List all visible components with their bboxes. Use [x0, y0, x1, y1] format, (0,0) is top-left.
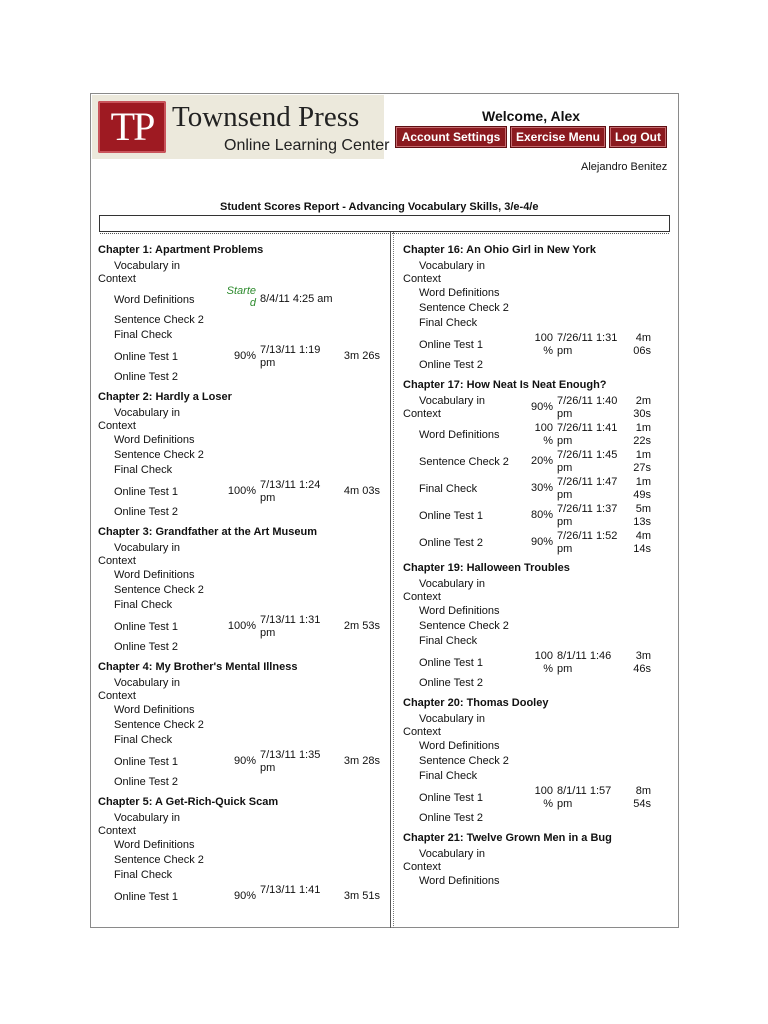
date-value: 7/26/11 1:31 pm: [557, 332, 618, 357]
score-row: [98, 749, 388, 776]
score-row: [403, 713, 673, 740]
date-value: 8/1/11 1:57 pm: [557, 785, 612, 810]
duration-value: 2m 53s: [343, 620, 380, 632]
exercise-label[interactable]: Vocabulary in Context: [403, 395, 486, 420]
exercise-label[interactable]: Vocabulary in Context: [98, 407, 181, 432]
exercise-label[interactable]: Sentence Check 2: [114, 854, 204, 866]
score-row: [403, 287, 673, 302]
status-started: Starte d: [226, 285, 256, 309]
tp-logo-letters: TP: [110, 104, 154, 149]
exercise-label[interactable]: Final Check: [114, 869, 173, 881]
date-value: 7/26/11 1:45 pm: [557, 449, 618, 474]
duration-value: 4m 06s: [633, 332, 651, 357]
exercise-label[interactable]: Word Definitions: [419, 740, 500, 752]
score-row: [403, 740, 673, 755]
exercise-label[interactable]: Final Check: [114, 464, 173, 476]
exercise-label[interactable]: Online Test 1: [419, 339, 484, 351]
exercise-label[interactable]: Online Test 1: [419, 792, 484, 804]
score-value: 100 %: [534, 650, 553, 675]
chapter-title: Chapter 16: An Ohio Girl in New York: [403, 244, 596, 256]
exercise-label[interactable]: Online Test 2: [114, 371, 179, 383]
exercise-label[interactable]: Vocabulary in Context: [98, 677, 181, 702]
score-row: [403, 770, 673, 785]
exercise-label[interactable]: Sentence Check 2: [419, 620, 509, 632]
date-value: 7/13/11 1:19 pm: [260, 344, 321, 369]
score-value: 90%: [530, 401, 553, 413]
exercise-label[interactable]: Vocabulary in Context: [403, 260, 486, 285]
column-divider: [390, 232, 394, 928]
exercise-label[interactable]: Word Definitions: [114, 704, 195, 716]
chapter-title: Chapter 2: Hardly a Loser: [98, 391, 232, 403]
tp-logo-mark: [98, 101, 166, 153]
score-row: [403, 620, 673, 635]
date-value: 8/4/11 4:25 am: [260, 293, 333, 305]
date-value: 7/13/11 1:35 pm: [260, 749, 321, 774]
score-row: [403, 785, 673, 812]
score-row: [98, 677, 388, 704]
chapter-title: Chapter 19: Halloween Troubles: [403, 562, 570, 574]
score-value: 90%: [233, 755, 256, 767]
score-value: 100 %: [534, 785, 553, 810]
score-row: [98, 542, 388, 569]
score-row: [98, 314, 388, 329]
score-row: [403, 317, 673, 332]
duration-value: 1m 27s: [633, 449, 651, 474]
duration-value: 5m 13s: [633, 503, 651, 528]
score-row: [98, 869, 388, 884]
exercise-label[interactable]: Vocabulary in Context: [403, 578, 486, 603]
chapter-title: Chapter 21: Twelve Grown Men in a Bug: [403, 832, 612, 844]
exercise-label[interactable]: Vocabulary in Context: [98, 812, 181, 837]
exercise-label[interactable]: Final Check: [419, 317, 478, 329]
exercise-label[interactable]: Online Test 2: [419, 677, 484, 689]
exercise-label[interactable]: Word Definitions: [114, 839, 195, 851]
exercise-label[interactable]: Online Test 1: [114, 486, 179, 498]
score-value: 100%: [227, 485, 256, 497]
date-value: 7/13/11 1:41: [260, 884, 321, 896]
exercise-label[interactable]: Word Definitions: [419, 287, 500, 299]
score-row: [98, 479, 388, 506]
exercise-label[interactable]: Sentence Check 2: [419, 302, 509, 314]
score-row: [98, 599, 388, 614]
score-row: [98, 569, 388, 584]
report-title: Student Scores Report - Advancing Vocabulary Skills, 3/e-4/e: [220, 201, 539, 213]
score-value: 80%: [530, 509, 553, 521]
score-row: [403, 476, 673, 503]
exercise-label[interactable]: Sentence Check 2: [419, 755, 509, 767]
score-row: [403, 848, 673, 875]
exercise-label[interactable]: Vocabulary in Context: [403, 848, 486, 873]
score-row: [98, 407, 388, 434]
brand-subtitle: Online Learning Center: [224, 137, 390, 154]
exercise-label[interactable]: Word Definitions: [114, 294, 195, 306]
score-value: 30%: [530, 482, 553, 494]
date-value: 7/13/11 1:24 pm: [260, 479, 321, 504]
score-row: [403, 302, 673, 317]
exercise-label[interactable]: Word Definitions: [419, 429, 500, 441]
chapter-title: Chapter 3: Grandfather at the Art Museum: [98, 526, 318, 538]
score-row: [403, 875, 673, 890]
score-row: [403, 578, 673, 605]
left-score-column: [98, 232, 388, 928]
score-row: [98, 434, 388, 449]
exercise-label[interactable]: Online Test 2: [114, 641, 179, 653]
score-row: [403, 503, 673, 530]
duration-value: 4m 14s: [633, 530, 651, 555]
score-row: [98, 704, 388, 719]
exercise-menu-button[interactable]: Exercise Menu: [510, 126, 606, 148]
score-row: [98, 371, 388, 386]
exercise-label[interactable]: Word Definitions: [114, 569, 195, 581]
exercise-label[interactable]: Final Check: [419, 635, 478, 647]
exercise-label[interactable]: Online Test 1: [419, 510, 484, 522]
score-row: [98, 641, 388, 656]
score-row: [403, 755, 673, 770]
score-row: [98, 776, 388, 791]
exercise-label[interactable]: Online Test 1: [419, 657, 484, 669]
exercise-label[interactable]: Online Test 2: [419, 812, 484, 824]
date-value: 8/1/11 1:46 pm: [557, 650, 612, 675]
date-value: 7/26/11 1:37 pm: [557, 503, 618, 528]
score-row: [98, 506, 388, 521]
exercise-label[interactable]: Online Test 2: [114, 776, 179, 788]
exercise-label[interactable]: Online Test 2: [419, 359, 484, 371]
date-value: 7/26/11 1:52 pm: [557, 530, 618, 555]
user-full-name: Alejandro Benitez: [581, 161, 668, 173]
date-value: 7/13/11 1:31 pm: [260, 614, 321, 639]
score-value: 100 %: [534, 332, 553, 357]
score-row: [98, 464, 388, 479]
score-row: [98, 614, 388, 641]
score-row: [98, 812, 388, 839]
chapter-title: Chapter 1: Apartment Problems: [98, 244, 264, 256]
log-out-button[interactable]: Log Out: [609, 126, 667, 148]
score-row: [98, 329, 388, 344]
score-row: [98, 734, 388, 749]
score-value: 90%: [233, 890, 256, 902]
score-row: [403, 422, 673, 449]
chapter-title: Chapter 17: How Neat Is Neat Enough?: [403, 379, 607, 391]
exercise-label[interactable]: Online Test 2: [114, 506, 179, 518]
chapter-title: Chapter 5: A Get-Rich-Quick Scam: [98, 796, 279, 808]
duration-value: 4m 03s: [343, 485, 380, 497]
score-row: [98, 287, 388, 314]
duration-value: 3m 46s: [633, 650, 651, 675]
account-settings-button[interactable]: Account Settings: [395, 126, 507, 148]
score-value: 100 %: [534, 422, 553, 447]
date-value: 7/26/11 1:40 pm: [557, 395, 618, 420]
score-row: [98, 854, 388, 869]
score-row: [403, 635, 673, 650]
exercise-label[interactable]: Online Test 1: [114, 891, 179, 903]
exercise-label[interactable]: Online Test 1: [114, 621, 179, 633]
score-row: [403, 260, 673, 287]
exercise-label[interactable]: Sentence Check 2: [114, 449, 204, 461]
exercise-label[interactable]: Online Test 1: [114, 756, 179, 768]
score-row: [403, 359, 673, 374]
exercise-label[interactable]: Sentence Check 2: [419, 456, 509, 468]
score-row: [98, 344, 388, 371]
score-row: [403, 332, 673, 359]
duration-value: 3m 28s: [343, 755, 380, 767]
exercise-label[interactable]: Vocabulary in Context: [98, 542, 181, 567]
townsend-press-logo[interactable]: [92, 95, 390, 159]
exercise-label[interactable]: Final Check: [114, 329, 173, 341]
exercise-label[interactable]: Sentence Check 2: [114, 719, 204, 731]
exercise-label[interactable]: Vocabulary in Context: [403, 713, 486, 738]
score-value: 100%: [227, 620, 256, 632]
exercise-label[interactable]: Final Check: [419, 770, 478, 782]
chapter-title: Chapter 4: My Brother's Mental Illness: [98, 661, 298, 673]
right-score-column: [403, 232, 673, 928]
date-value: 7/26/11 1:47 pm: [557, 476, 618, 501]
score-row: [403, 605, 673, 620]
score-row: [98, 449, 388, 464]
exercise-label[interactable]: Online Test 2: [419, 537, 484, 549]
exercise-label[interactable]: Final Check: [419, 483, 478, 495]
duration-value: 3m 51s: [343, 890, 380, 902]
chapter-title: Chapter 20: Thomas Dooley: [403, 697, 549, 709]
score-row: [98, 584, 388, 599]
exercise-label[interactable]: Online Test 1: [114, 351, 179, 363]
score-row: [403, 449, 673, 476]
score-row: [98, 719, 388, 734]
score-value: 90%: [530, 536, 553, 548]
score-row: [403, 812, 673, 827]
duration-value: 2m 30s: [633, 395, 651, 420]
exercise-label[interactable]: Sentence Check 2: [114, 314, 204, 326]
score-row: [403, 677, 673, 692]
exercise-label[interactable]: Word Definitions: [419, 875, 500, 887]
exercise-label[interactable]: Final Check: [114, 734, 173, 746]
exercise-label[interactable]: Vocabulary in Context: [98, 260, 181, 285]
score-row: [403, 650, 673, 677]
duration-value: 3m 26s: [343, 350, 380, 362]
report-filter-bar: [99, 215, 670, 232]
exercise-label[interactable]: Final Check: [114, 599, 173, 611]
exercise-label[interactable]: Word Definitions: [419, 605, 500, 617]
score-row: [98, 884, 388, 911]
exercise-label[interactable]: Sentence Check 2: [114, 584, 204, 596]
score-row: [98, 260, 388, 287]
exercise-label[interactable]: Word Definitions: [114, 434, 195, 446]
brand-name: Townsend Press: [172, 101, 360, 133]
score-row: [403, 530, 673, 557]
score-value: 20%: [530, 455, 553, 467]
duration-value: 1m 49s: [633, 476, 651, 501]
score-value: 90%: [233, 350, 256, 362]
duration-value: 1m 22s: [633, 422, 651, 447]
date-value: 7/26/11 1:41 pm: [557, 422, 618, 447]
score-row: [403, 395, 673, 422]
duration-value: 8m 54s: [633, 785, 651, 810]
welcome-message: Welcome, Alex: [482, 108, 581, 124]
score-row: [98, 839, 388, 854]
